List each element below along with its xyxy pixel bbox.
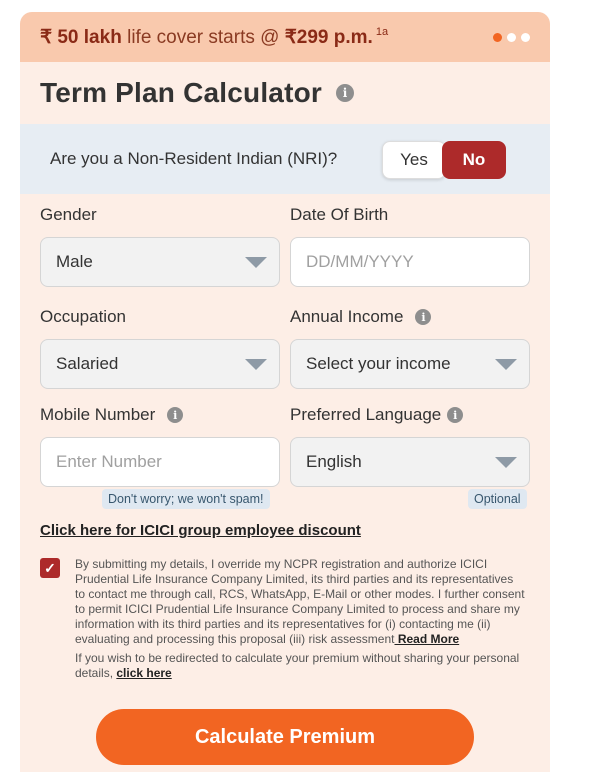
info-icon[interactable]: i bbox=[336, 84, 354, 102]
carousel-dot[interactable] bbox=[507, 33, 516, 42]
language-label-text: Preferred Language bbox=[290, 405, 442, 424]
info-icon[interactable]: i bbox=[167, 407, 183, 423]
language-value: English bbox=[306, 452, 362, 471]
dob-input[interactable] bbox=[290, 237, 530, 287]
nri-yes-button[interactable]: Yes bbox=[382, 141, 446, 179]
promo-price: ₹299 p.m. bbox=[284, 26, 373, 48]
nri-section bbox=[20, 124, 550, 194]
consent-body: By submitting my details, I override my NCPR registration and authorize ICICI Prudential Life Insurance Company Limited, its third parties and its representatives to contact me through call, RCS, WhatsApp, E-Mail or other modes. I further consent to permit ICICI Prudential Life Insurance Company Limited to process and share my information with its third parties and its representatives for (i) contacting me (ii) evaluating and processing this proposal (iii) risk assessment bbox=[75, 557, 525, 646]
promo-banner[interactable] bbox=[20, 12, 550, 62]
employee-discount-link[interactable]: Click here for ICICI group employee discount bbox=[40, 522, 361, 539]
income-label-text: Annual Income bbox=[290, 307, 404, 326]
chevron-down-icon bbox=[245, 257, 267, 268]
chevron-down-icon bbox=[245, 359, 267, 370]
read-more-link[interactable]: Read More bbox=[394, 632, 460, 646]
chevron-down-icon bbox=[495, 359, 517, 370]
term-plan-card bbox=[20, 12, 550, 772]
consent-text bbox=[75, 557, 525, 681]
gender-label-text: Gender bbox=[40, 205, 97, 224]
calculate-premium-button[interactable]: Calculate Premium bbox=[96, 709, 474, 765]
gender-label bbox=[40, 205, 97, 225]
mobile-label-text: Mobile Number bbox=[40, 405, 156, 424]
mobile-input[interactable] bbox=[40, 437, 280, 487]
income-label bbox=[290, 307, 431, 327]
dob-label bbox=[290, 205, 388, 225]
consent-checkbox[interactable]: ✓ bbox=[40, 558, 60, 578]
nri-question: Are you a Non-Resident Indian (NRI)? bbox=[50, 149, 338, 168]
chevron-down-icon bbox=[495, 457, 517, 468]
occupation-value: Salaried bbox=[56, 354, 119, 373]
mobile-placeholder: Enter Number bbox=[56, 452, 162, 471]
gender-value: Male bbox=[56, 252, 93, 271]
gender-select[interactable] bbox=[40, 237, 280, 287]
language-hint: Optional bbox=[468, 489, 527, 509]
language-label bbox=[290, 405, 463, 425]
info-icon[interactable]: i bbox=[415, 309, 431, 325]
carousel-dots[interactable] bbox=[493, 33, 530, 42]
income-select[interactable] bbox=[290, 339, 530, 389]
dob-placeholder: DD/MM/YYYY bbox=[306, 252, 414, 271]
occupation-select[interactable] bbox=[40, 339, 280, 389]
occupation-label-text: Occupation bbox=[40, 307, 126, 326]
income-placeholder: Select your income bbox=[306, 354, 451, 373]
promo-amount: ₹ 50 lakh bbox=[40, 26, 122, 48]
title-row bbox=[20, 62, 550, 124]
occupation-label bbox=[40, 307, 126, 327]
redirect-link[interactable]: click here bbox=[116, 666, 172, 680]
page-title: Term Plan Calculator bbox=[40, 77, 323, 108]
promo-middle-text: life cover starts @ bbox=[127, 26, 280, 48]
nri-no-button[interactable]: No bbox=[442, 141, 506, 179]
mobile-hint: Don't worry; we won't spam! bbox=[102, 489, 270, 509]
carousel-dot[interactable] bbox=[521, 33, 530, 42]
nri-toggle bbox=[382, 141, 506, 179]
redirect-text: If you wish to be redirected to calculate your premium without sharing your personal details, bbox=[75, 651, 520, 680]
language-select[interactable] bbox=[290, 437, 530, 487]
promo-footnote: 1a bbox=[375, 26, 389, 39]
carousel-dot-active[interactable] bbox=[493, 33, 502, 42]
dob-label-text: Date Of Birth bbox=[290, 205, 389, 224]
info-icon[interactable]: i bbox=[447, 407, 463, 423]
mobile-label bbox=[40, 405, 183, 425]
promo-text bbox=[40, 26, 388, 49]
